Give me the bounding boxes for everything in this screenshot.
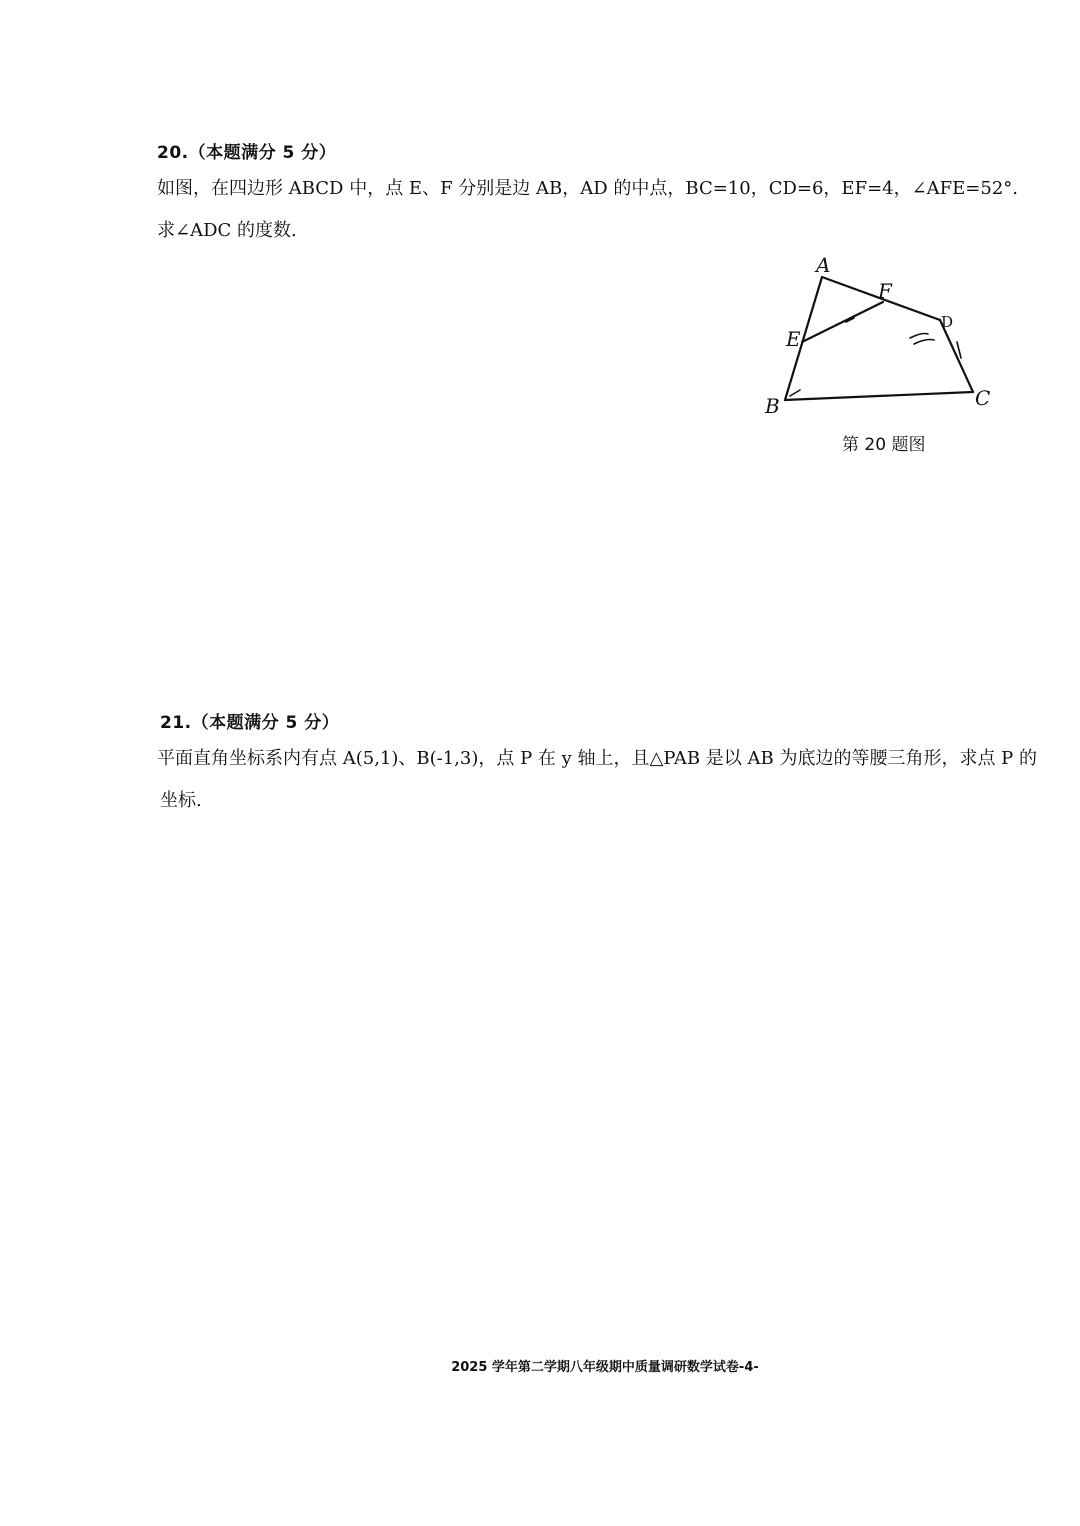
side-bc — [785, 392, 973, 400]
label-b: B — [765, 394, 780, 418]
label-f: F — [878, 279, 892, 303]
question-21-line-1: 平面直角坐标系内有点 A(5,1)、B(-1,3)，点 P 在 y 轴上，且△PAB 是以 AB 为底边的等腰三角形，求点 P 的 — [157, 748, 1038, 769]
label-a: A — [816, 253, 831, 277]
question-21-header: 21.（本题满分 5 分） — [160, 713, 340, 733]
question-20-line-2: 求∠ADC 的度数. — [157, 220, 297, 241]
scribble-mark — [957, 342, 961, 358]
question-21-line-2: 坐标. — [160, 790, 202, 811]
question-20-figure — [750, 250, 1020, 420]
segment-ef — [802, 302, 883, 342]
question-20-header: 20.（本题满分 5 分） — [157, 143, 337, 163]
label-d: D — [941, 313, 954, 331]
scribble-mark — [790, 390, 800, 396]
question-20-line-1: 如图，在四边形 ABCD 中，点 E、F 分别是边 AB，AD 的中点，BC=10，CD=6，EF=4，∠AFE=52°. — [157, 178, 1019, 199]
page-footer: 2025 学年第二学期八年级期中质量调研数学试卷-4- — [451, 1360, 759, 1375]
label-c: C — [975, 386, 991, 410]
figure-caption: 第 20 题图 — [842, 435, 926, 455]
label-e: E — [786, 327, 801, 351]
scribble-mark — [914, 340, 934, 345]
scribble-mark — [910, 334, 928, 339]
